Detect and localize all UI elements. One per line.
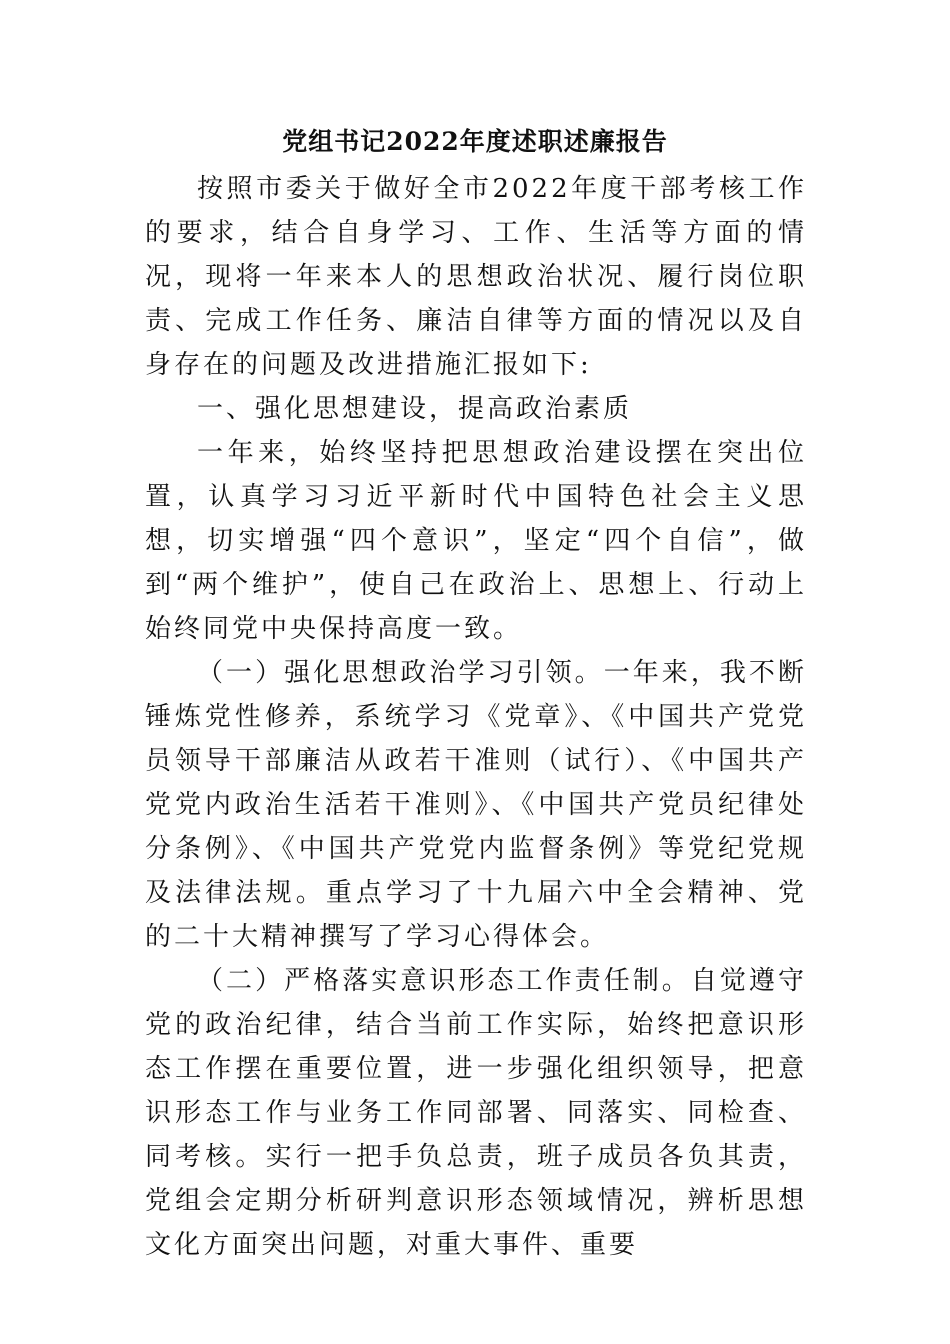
paragraph-intro: 按照市委关于做好全市2022年度干部考核工作的要求，结合自身学习、工作、生活等方面的情况，现将一年来本人的思想政治状况、履行岗位职责、完成工作任务、廉洁自律等方面的情况以及自身存在的问题及改进措施汇报如下: <box>145 174 807 380</box>
section-heading-1: 一、强化思想建设，提高政治素质 <box>197 394 633 424</box>
document-title: 党组书记2022年度述职述廉报告 <box>282 127 668 156</box>
paragraph-subsection-1: （一）强化思想政治学习引领。一年来，我不断锤炼党性修养，系统学习《党章》、《中国共产党党员领导干部廉洁从政若干准则（试行）、《中国共产党党内政治生活若干准则》、《中国共产党员纪律处分条例》、《中国共产党党内监督条例》等党纪党规及法律法规。重点学习了十九届六中全会精神、党的二十大精神撰写了学习心得体会。 <box>145 658 807 952</box>
paragraph-subsection-2: （二）严格落实意识形态工作责任制。自觉遵守党的政治纪律，结合当前工作实际，始终把意识形态工作摆在重要位置，进一步强化组织领导，把意识形态工作与业务工作同部署、同落实、同检查、同考核。实行一把手负总责，班子成员各负其责，党组会定期分析研判意识形态领域情况，辨析思想文化方面突出问题，对重大事件、重要 <box>145 966 807 1260</box>
document-body <box>145 167 807 1267</box>
paragraph-section-1: 一年来，始终坚持把思想政治建设摆在突出位置，认真学习习近平新时代中国特色社会主义思想，切实增强“四个意识”，坚定“四个自信”，做到“两个维护”，使自己在政治上、思想上、行动上始终同党中央保持高度一致。 <box>145 438 807 644</box>
